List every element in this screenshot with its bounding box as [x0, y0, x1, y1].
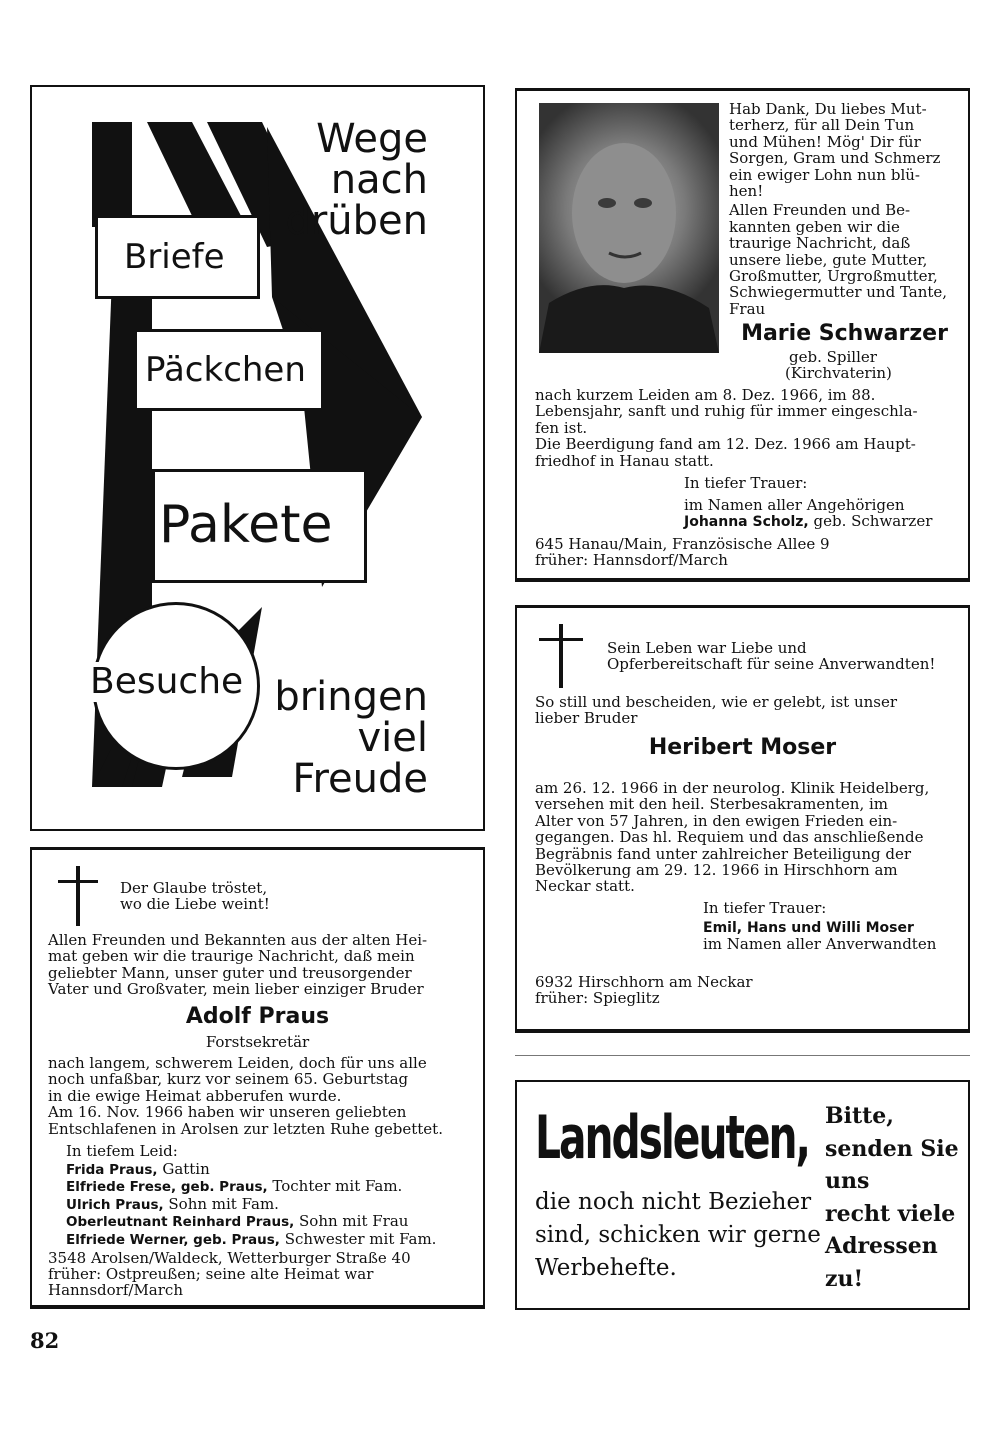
note: (Kirchvaterin) [785, 364, 892, 382]
mourner-relation: Tochter mit Fam. [267, 1177, 403, 1196]
slogan-bottom [274, 674, 428, 802]
mourner-relation: Gattin [157, 1160, 210, 1178]
slogan-word: viel [357, 715, 428, 761]
ad-landsleute [515, 1080, 970, 1310]
body-text [535, 387, 957, 469]
text-line: noch unfaßbar, kurz vor seinem 65. Geburtstag [48, 1070, 409, 1089]
text-line: Hab Dank, Du liebes Mut- [729, 100, 927, 118]
text-line: Neckar statt. [535, 877, 635, 896]
text-line: nach langem, schwerem Leiden, doch für uns alle [48, 1054, 427, 1072]
label-besuche: Besuche [90, 661, 244, 702]
birth-name: geb. Spiller [789, 348, 877, 366]
slogan-top [285, 116, 428, 244]
text-line: uns [825, 1168, 870, 1194]
mourning-label: In tiefer Trauer: [703, 899, 827, 917]
label-briefe: Briefe [95, 215, 260, 299]
text-line: mat geben wir die traurige Nachricht, daß mein [48, 947, 415, 966]
portrait-photo [539, 103, 719, 353]
text-line: früher: Ostpreußen; seine alte Heimat war [48, 1265, 374, 1283]
mourner-name: Elfriede Werner, geb. Praus, [66, 1231, 280, 1248]
text-line: Frau [729, 299, 766, 318]
signers: Emil, Hans und Willi Moser [703, 920, 914, 936]
signer-name: Johanna Scholz, [684, 514, 809, 530]
slogan-word: Wege [316, 116, 428, 162]
signer-line [684, 513, 932, 530]
address: 6932 Hirschhorn am Neckar [535, 973, 753, 991]
mourner-line [66, 1231, 436, 1248]
text-line: Entschlafenen in Arolsen zur letzten Ruhe gebettet. [48, 1119, 443, 1138]
mourner-relation: Sohn mit Frau [294, 1212, 409, 1231]
mourners-list [66, 1161, 436, 1248]
address: 3548 Arolsen/Waldeck, Wetterburger Straße 40 [48, 1249, 411, 1267]
body-text [48, 1055, 470, 1137]
text-line: Adressen [825, 1233, 938, 1259]
text-line: und Mühen! Mög' Dir für [729, 132, 921, 151]
text-line: geliebter Mann, unser guter und treusorgender [48, 963, 412, 982]
ad-left-text [535, 1186, 821, 1285]
page-number: 82 [30, 1328, 60, 1353]
text-line: Opferbereitschaft für seine Anverwandten! [607, 655, 936, 674]
signer-birth-name: geb. Schwarzer [813, 512, 933, 530]
former-residence: früher: Spieglitz [535, 989, 660, 1007]
text-line: ein ewiger Lohn nun blü- [729, 165, 920, 184]
text-line: versehen mit den heil. Sterbesakramenten, im [535, 795, 889, 814]
mourning-label: In tiefem Leid: [66, 1142, 178, 1160]
text-line: Sorgen, Gram und Schmerz [729, 149, 941, 168]
ad-headline: Landsleuten, [535, 1103, 810, 1173]
label-paeckchen: Päckchen [134, 329, 324, 411]
text-line: Sein Leben war Liebe und [607, 639, 807, 657]
mourner-relation: Sohn mit Fam. [163, 1194, 279, 1213]
slogan-word: drüben [285, 198, 428, 244]
family-line: im Namen aller Angehörigen [684, 496, 905, 514]
quote [607, 640, 935, 673]
text-line: Werbehefte. [535, 1255, 677, 1281]
cross-icon [58, 866, 98, 926]
text-line: sind, schicken wir gerne [535, 1222, 821, 1248]
family-line: im Namen aller Anverwandten [703, 935, 937, 953]
mourning-label: In tiefer Trauer: [684, 474, 808, 492]
text-line: nach kurzem Leiden am 8. Dez. 1966, im 88. [535, 386, 876, 404]
text-line: Lebensjahr, sanft und ruhig für immer eingeschla- [535, 402, 918, 421]
text-line: in die ewige Heimat abberufen wurde. [48, 1086, 342, 1105]
text-line: Der Glaube tröstet, [120, 879, 268, 897]
divider-line [515, 1055, 970, 1056]
mourner-line [66, 1161, 436, 1178]
slogan-word: bringen [274, 674, 428, 720]
text-line: gegangen. Das hl. Requiem und das anschließende [535, 828, 924, 847]
ad-right-text [825, 1100, 959, 1295]
text-line: terherz, für all Dein Tun [729, 116, 915, 135]
obituary-adolf-praus [30, 847, 485, 1309]
deceased-name: Marie Schwarzer [741, 321, 948, 346]
text-line: die noch nicht Bezieher [535, 1189, 812, 1215]
text-line: fen ist. [535, 418, 588, 437]
text-line: kannten geben wir die [729, 217, 900, 236]
obituary-heribert-moser [515, 605, 970, 1033]
deceased-title: Forstsekretär [205, 1033, 310, 1051]
body-text [535, 780, 957, 895]
mourner-name: Frida Praus, [66, 1162, 158, 1178]
text-line: senden Sie [825, 1135, 959, 1162]
text-line: Bitte, [825, 1103, 894, 1129]
mourner-line [66, 1178, 436, 1195]
text-line: Schwiegermutter und Tante, [729, 283, 948, 302]
text-line: Am 16. Nov. 1966 haben wir unseren geliebten [48, 1103, 407, 1122]
ad-wege-nach-drueben [30, 85, 485, 831]
former-residence: früher: Hannsdorf/March [535, 551, 728, 569]
portrait-silhouette [539, 103, 719, 353]
text-line: am 26. 12. 1966 in der neurolog. Klinik Heidelberg, [535, 779, 930, 797]
text-line: recht viele [825, 1200, 956, 1227]
intro-verse [729, 101, 957, 317]
text-line: Vater und Großvater, mein lieber einziger Bruder [48, 980, 424, 999]
text-line: Die Beerdigung fand am 12. Dez. 1966 am Haupt- [535, 435, 916, 454]
text-line: lieber Bruder [535, 709, 638, 728]
mourner-line [66, 1213, 436, 1230]
text-line: wo die Liebe weint! [120, 895, 270, 914]
text-line: Großmutter, Urgroßmutter, [729, 267, 938, 286]
text-line: Begräbnis fand unter zahlreicher Beteiligung der [535, 844, 911, 863]
text-line: Hannsdorf/March [48, 1281, 183, 1300]
address: 645 Hanau/Main, Französische Allee 9 [535, 535, 830, 553]
deceased-name: Heribert Moser [648, 735, 837, 760]
text-line: So still und bescheiden, wie er gelebt, ist unser [535, 693, 898, 711]
text-line: friedhof in Hanau statt. [535, 451, 714, 470]
text-line: unsere liebe, gute Mutter, [729, 250, 928, 269]
text-line: hen! [729, 182, 764, 201]
cross-icon [539, 624, 583, 688]
mourner-name: Ulrich Praus, [66, 1196, 164, 1213]
obituary-marie-schwarzer [515, 88, 970, 582]
mourner-line [66, 1196, 436, 1213]
mourner-name: Elfriede Frese, geb. Praus, [66, 1179, 268, 1196]
label-pakete: Pakete [152, 469, 367, 583]
intro-text [48, 932, 470, 998]
deceased-name: Adolf Praus [185, 1004, 330, 1029]
mourner-relation: Schwester mit Fam. [279, 1229, 437, 1248]
former-residence [48, 1266, 373, 1299]
text-line: Alter von 57 Jahren, in den ewigen Frieden ein- [535, 811, 898, 830]
text-line: Allen Freunden und Be- [729, 201, 911, 220]
quote [120, 880, 270, 913]
mourner-name: Oberleutnant Reinhard Praus, [66, 1214, 295, 1231]
text-line: zu! [825, 1265, 864, 1292]
text-line: traurige Nachricht, daß [729, 234, 911, 253]
text-line: Allen Freunden und Bekannten aus der alten Hei- [48, 931, 428, 949]
intro-text [535, 694, 957, 727]
text-line: Bevölkerung am 29. 12. 1966 in Hirschhorn am [535, 861, 898, 880]
slogan-word: nach [330, 157, 428, 203]
slogan-word: Freude [292, 756, 428, 802]
